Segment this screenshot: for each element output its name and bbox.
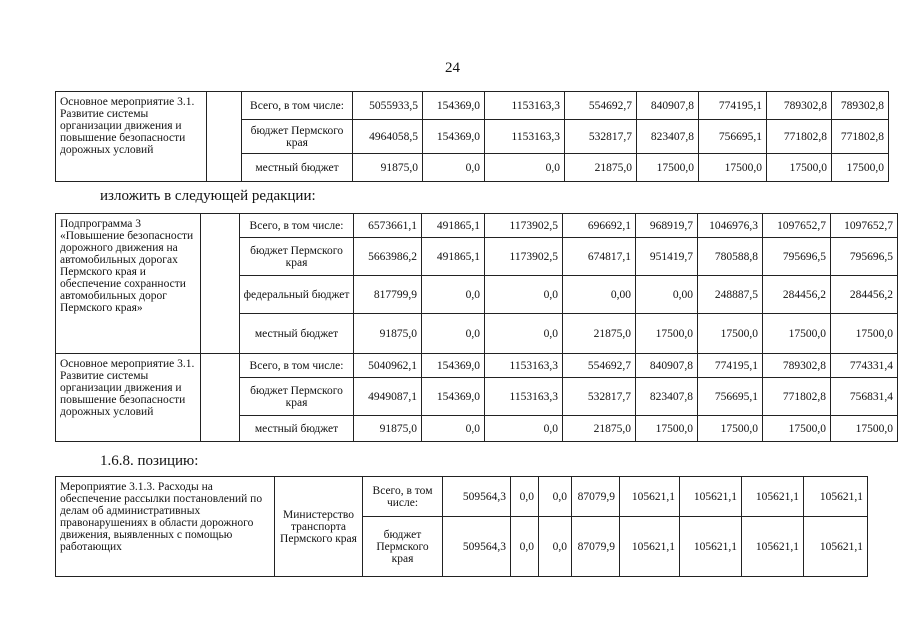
value-cell: 532817,7	[563, 378, 636, 416]
value-cell: 105621,1	[742, 517, 804, 577]
value-cell: 0,0	[511, 517, 539, 577]
value-cell: 1153163,3	[485, 378, 563, 416]
page-number: 24	[445, 60, 460, 76]
empty-cell	[207, 92, 242, 182]
value-cell: 17500,0	[636, 314, 698, 354]
subprogram-name: Подпрограмма 3 «Повышение безопасности дорожного движения на автомобильных дорогах Пермского края и обеспечение сохранности автомобильных дорог Пермского края»	[56, 214, 201, 354]
value-cell: 1153163,3	[485, 120, 565, 154]
value-cell: 17500,0	[637, 154, 699, 182]
value-cell: 774195,1	[699, 92, 767, 120]
value-cell: 0,0	[485, 314, 563, 354]
value-cell: 17500,0	[831, 314, 898, 354]
row-label: бюджет Пермского края	[240, 238, 354, 276]
value-cell: 0,0	[485, 276, 563, 314]
value-cell: 0,0	[422, 416, 485, 442]
value-cell: 105621,1	[620, 517, 680, 577]
value-cell: 491865,1	[422, 214, 485, 238]
value-cell: 674817,1	[563, 238, 636, 276]
value-cell: 17500,0	[831, 416, 898, 442]
activity-name: Основное мероприятие 3.1. Развитие системы организации движения и повышение безопасности дорожных условий	[56, 92, 207, 182]
value-cell: 696692,1	[563, 214, 636, 238]
value-cell: 840907,8	[636, 354, 698, 378]
value-cell: 509564,3	[443, 517, 511, 577]
value-cell: 789302,8	[763, 354, 831, 378]
value-cell: 105621,1	[680, 477, 742, 517]
value-cell: 0,0	[485, 154, 565, 182]
value-cell: 17500,0	[698, 314, 763, 354]
value-cell: 105621,1	[742, 477, 804, 517]
row-label: бюджет Пермского края	[242, 120, 353, 154]
row-label: Всего, в том числе:	[363, 477, 443, 517]
value-cell: 105621,1	[804, 517, 868, 577]
row-label: Всего, в том числе:	[240, 214, 354, 238]
value-cell: 105621,1	[804, 477, 868, 517]
value-cell: 968919,7	[636, 214, 698, 238]
value-cell: 284456,2	[831, 276, 898, 314]
value-cell: 91875,0	[353, 154, 423, 182]
value-cell: 789302,8	[832, 92, 889, 120]
table-activity-3-1-3	[55, 476, 868, 577]
value-cell: 795696,5	[763, 238, 831, 276]
value-cell: 795696,5	[831, 238, 898, 276]
value-cell: 0,00	[563, 276, 636, 314]
value-cell: 4949087,1	[354, 378, 422, 416]
value-cell: 771802,8	[763, 378, 831, 416]
value-cell: 774331,4	[831, 354, 898, 378]
row-label: бюджет Пермского края	[363, 517, 443, 577]
value-cell: 491865,1	[422, 238, 485, 276]
value-cell: 771802,8	[832, 120, 889, 154]
value-cell: 0,0	[511, 477, 539, 517]
value-cell: 554692,7	[563, 354, 636, 378]
row-label: местный бюджет	[240, 314, 354, 354]
row-label: федеральный бюджет	[240, 276, 354, 314]
value-cell: 21875,0	[565, 154, 637, 182]
value-cell: 756695,1	[698, 378, 763, 416]
value-cell: 154369,0	[423, 92, 485, 120]
executor-cell: Министерство транспорта Пермского края	[275, 477, 363, 577]
value-cell: 21875,0	[563, 314, 636, 354]
value-cell: 6573661,1	[354, 214, 422, 238]
value-cell: 0,0	[422, 314, 485, 354]
value-cell: 1153163,3	[485, 92, 565, 120]
table-activity-3-1-old	[55, 91, 889, 182]
value-cell: 91875,0	[354, 314, 422, 354]
value-cell: 17500,0	[763, 314, 831, 354]
value-cell: 1153163,3	[485, 354, 563, 378]
value-cell: 1046976,3	[698, 214, 763, 238]
value-cell: 1097652,7	[763, 214, 831, 238]
value-cell: 105621,1	[620, 477, 680, 517]
value-cell: 87079,9	[572, 517, 620, 577]
value-cell: 756695,1	[699, 120, 767, 154]
value-cell: 509564,3	[443, 477, 511, 517]
value-cell: 0,00	[636, 276, 698, 314]
value-cell: 817799,9	[354, 276, 422, 314]
empty-cell	[201, 214, 240, 354]
value-cell: 774195,1	[698, 354, 763, 378]
value-cell: 5663986,2	[354, 238, 422, 276]
value-cell: 789302,8	[767, 92, 832, 120]
value-cell: 0,0	[423, 154, 485, 182]
value-cell: 823407,8	[637, 120, 699, 154]
value-cell: 17500,0	[636, 416, 698, 442]
value-cell: 1173902,5	[485, 214, 563, 238]
value-cell: 0,0	[539, 477, 572, 517]
row-label: местный бюджет	[240, 416, 354, 442]
row-label: бюджет Пермского края	[240, 378, 354, 416]
value-cell: 756831,4	[831, 378, 898, 416]
table-subprogram-3-new	[55, 213, 898, 442]
empty-cell	[201, 354, 240, 442]
value-cell: 4964058,5	[353, 120, 423, 154]
value-cell: 17500,0	[699, 154, 767, 182]
value-cell: 154369,0	[423, 120, 485, 154]
activity-name: Мероприятие 3.1.3. Расходы на обеспечение рассылки постановлений по делам об административных правонарушениях в области дорожного движения, выявленных с помощью работающих	[56, 477, 275, 577]
value-cell: 105621,1	[680, 517, 742, 577]
value-cell: 154369,0	[422, 354, 485, 378]
row-label: местный бюджет	[242, 154, 353, 182]
value-cell: 17500,0	[832, 154, 889, 182]
value-cell: 771802,8	[767, 120, 832, 154]
value-cell: 0,0	[539, 517, 572, 577]
value-cell: 284456,2	[763, 276, 831, 314]
row-label: Всего, в том числе:	[240, 354, 354, 378]
value-cell: 87079,9	[572, 477, 620, 517]
value-cell: 248887,5	[698, 276, 763, 314]
value-cell: 17500,0	[763, 416, 831, 442]
value-cell: 951419,7	[636, 238, 698, 276]
heading-position: 1.6.8. позицию:	[100, 453, 199, 469]
value-cell: 5040962,1	[354, 354, 422, 378]
value-cell: 5055933,5	[353, 92, 423, 120]
value-cell: 0,0	[485, 416, 563, 442]
value-cell: 17500,0	[767, 154, 832, 182]
activity-name: Основное мероприятие 3.1. Развитие системы организации движения и повышение безопасности дорожных условий	[56, 354, 201, 442]
value-cell: 91875,0	[354, 416, 422, 442]
value-cell: 21875,0	[563, 416, 636, 442]
value-cell: 840907,8	[637, 92, 699, 120]
value-cell: 823407,8	[636, 378, 698, 416]
value-cell: 17500,0	[698, 416, 763, 442]
row-label: Всего, в том числе:	[242, 92, 353, 120]
value-cell: 1097652,7	[831, 214, 898, 238]
value-cell: 154369,0	[422, 378, 485, 416]
value-cell: 0,0	[422, 276, 485, 314]
value-cell: 554692,7	[565, 92, 637, 120]
heading-new-edition: изложить в следующей редакции:	[100, 188, 316, 204]
value-cell: 532817,7	[565, 120, 637, 154]
value-cell: 1173902,5	[485, 238, 563, 276]
value-cell: 780588,8	[698, 238, 763, 276]
